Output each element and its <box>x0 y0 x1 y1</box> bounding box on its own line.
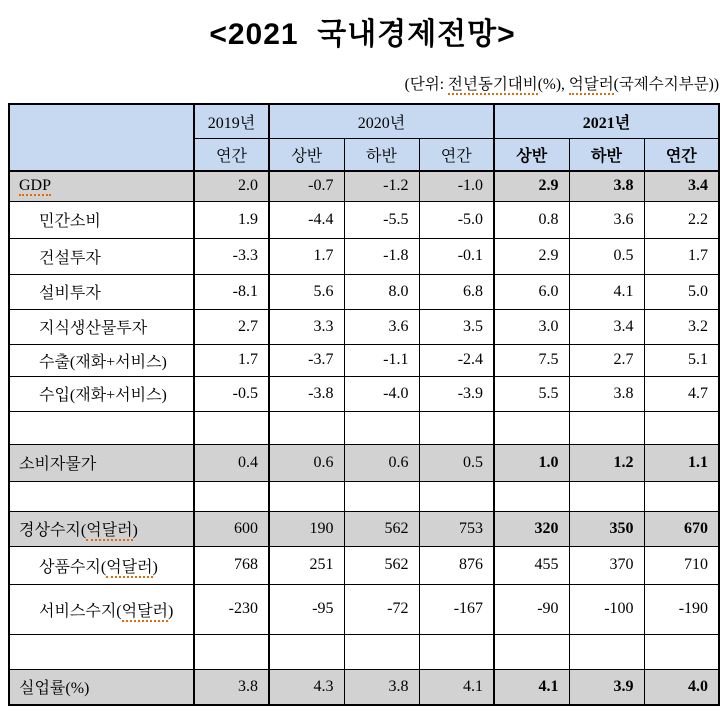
value-cell: -5.0 <box>419 201 494 238</box>
header-period-cell: 하반 <box>344 138 419 171</box>
value-cell: -3.8 <box>269 376 344 411</box>
value-cell: 3.4 <box>569 309 644 344</box>
value-cell: 3.0 <box>494 309 569 344</box>
value-cell: -4.0 <box>344 376 419 411</box>
spacer-cell <box>569 411 644 444</box>
value-cell: 0.5 <box>569 238 644 274</box>
forecast-table-container <box>8 103 720 706</box>
text-segment: ) <box>132 522 138 539</box>
text-segment: 서비스수지( <box>39 602 122 620</box>
value-cell: 562 <box>344 511 419 546</box>
value-cell: 370 <box>569 546 644 584</box>
value-cell: 5.5 <box>494 376 569 411</box>
value-cell: -90 <box>494 584 569 634</box>
value-cell: 2.0 <box>194 171 269 201</box>
value-cell: -2.4 <box>419 344 494 376</box>
value-cell: 1.7 <box>644 238 719 274</box>
economic-forecast-table <box>8 103 720 706</box>
spacer-cell <box>344 411 419 444</box>
spacer-cell <box>494 411 569 444</box>
spacer-label-cell <box>9 481 194 511</box>
header-period-cell: 상반 <box>494 138 569 171</box>
spacer-cell <box>644 634 719 669</box>
text-segment: ) <box>167 602 174 620</box>
value-cell: 768 <box>194 546 269 584</box>
table-row-imports-goods-services <box>9 376 719 411</box>
spacer-cell <box>419 411 494 444</box>
spellcheck-underlined-text: 억달러 <box>568 76 614 93</box>
value-cell: -4.4 <box>269 201 344 238</box>
value-cell: 1.7 <box>269 238 344 274</box>
page-title: <2021 국내경제전망> <box>209 18 516 51</box>
row-label <box>9 238 194 274</box>
value-cell: 5.0 <box>644 274 719 309</box>
value-cell: 600 <box>194 511 269 546</box>
row-label <box>9 584 194 634</box>
spacer-cell <box>344 634 419 669</box>
value-cell: 251 <box>269 546 344 584</box>
value-cell: -5.5 <box>344 201 419 238</box>
text-segment: 설비투자 <box>39 285 101 302</box>
value-cell: -8.1 <box>194 274 269 309</box>
header-period-cell: 상반 <box>269 138 344 171</box>
value-cell: -72 <box>344 584 419 634</box>
spacer-cell <box>269 634 344 669</box>
value-cell: -167 <box>419 584 494 634</box>
spellcheck-underlined-text: 억달러 <box>86 522 133 539</box>
value-cell: 3.8 <box>344 669 419 705</box>
value-cell: 2.2 <box>644 201 719 238</box>
text-segment: 실업률(%) <box>19 680 90 698</box>
table-row-unemployment-rate <box>9 669 719 705</box>
value-cell: 6.8 <box>419 274 494 309</box>
value-cell: 4.7 <box>644 376 719 411</box>
value-cell: -0.5 <box>194 376 269 411</box>
table-row-gdp <box>9 171 719 201</box>
text-segment: 수입(재화+서비스) <box>39 387 167 404</box>
text-segment: 민간소비 <box>39 213 101 230</box>
value-cell: 7.5 <box>494 344 569 376</box>
spacer-cell <box>194 634 269 669</box>
row-label <box>9 344 194 376</box>
value-cell: 1.2 <box>569 444 644 481</box>
header-year-2021: 2021년 <box>494 104 719 138</box>
row-label <box>9 309 194 344</box>
spacer-cell <box>419 481 494 511</box>
spellcheck-underlined-text: 억달러 <box>106 558 153 576</box>
spacer-cell <box>569 634 644 669</box>
header-corner-cell <box>9 104 194 171</box>
value-cell: -230 <box>194 584 269 634</box>
value-cell: 190 <box>269 511 344 546</box>
value-cell: 2.9 <box>494 238 569 274</box>
table-row-spacer-2 <box>9 481 719 511</box>
value-cell: 3.8 <box>569 376 644 411</box>
table-row-construction-investment <box>9 238 719 274</box>
spacer-cell <box>569 481 644 511</box>
table-row-facilities-investment <box>9 274 719 309</box>
row-label <box>9 376 194 411</box>
table-row-goods-balance <box>9 546 719 584</box>
text-segment: (단위: <box>404 76 448 93</box>
row-label <box>9 444 194 481</box>
value-cell: -1.8 <box>344 238 419 274</box>
value-cell: 350 <box>569 511 644 546</box>
value-cell: 4.0 <box>644 669 719 705</box>
value-cell: -1.0 <box>419 171 494 201</box>
value-cell: 3.8 <box>194 669 269 705</box>
text-segment: 건설투자 <box>39 249 101 267</box>
value-cell: -0.7 <box>269 171 344 201</box>
table-header <box>9 104 719 171</box>
unit-note <box>405 72 719 94</box>
row-label <box>9 201 194 238</box>
text-segment: 소비자물가 <box>19 456 97 473</box>
value-cell: -0.1 <box>419 238 494 274</box>
spellcheck-underlined-text: 전년동기대비 <box>447 76 538 93</box>
header-period-cell: 하반 <box>569 138 644 171</box>
value-cell: 5.6 <box>269 274 344 309</box>
value-cell: 0.6 <box>269 444 344 481</box>
value-cell: 0.4 <box>194 444 269 481</box>
spacer-cell <box>269 481 344 511</box>
header-year-row <box>9 104 719 138</box>
header-year-2019: 2019년 <box>194 104 269 138</box>
table-row-spacer-3 <box>9 634 719 669</box>
header-period-cell: 연간 <box>644 138 719 171</box>
text-segment: 경상수지( <box>19 522 87 539</box>
spellcheck-underlined-text: 억달러 <box>121 602 168 620</box>
value-cell: 3.8 <box>569 171 644 201</box>
row-label <box>9 669 194 705</box>
header-period-cell: 연간 <box>194 138 269 171</box>
text-segment: 상품수지( <box>39 558 107 576</box>
row-label <box>9 274 194 309</box>
spacer-cell <box>644 411 719 444</box>
table-row-exports-goods-services <box>9 344 719 376</box>
value-cell: 1.1 <box>644 444 719 481</box>
value-cell: 4.3 <box>269 669 344 705</box>
header-period-cell: 연간 <box>419 138 494 171</box>
value-cell: -100 <box>569 584 644 634</box>
header-year-2020: 2020년 <box>269 104 494 138</box>
text-segment: (국제수지부문)) <box>613 76 719 93</box>
value-cell: -3.9 <box>419 376 494 411</box>
value-cell: 562 <box>344 546 419 584</box>
value-cell: 6.0 <box>494 274 569 309</box>
row-label <box>9 546 194 584</box>
table-row-services-balance <box>9 584 719 634</box>
row-label <box>9 511 194 546</box>
spellcheck-underlined-text: GDP <box>19 177 52 195</box>
table-row-spacer-1 <box>9 411 719 444</box>
value-cell: 710 <box>644 546 719 584</box>
value-cell: 2.7 <box>194 309 269 344</box>
value-cell: 753 <box>419 511 494 546</box>
spacer-label-cell <box>9 411 194 444</box>
value-cell: -3.3 <box>194 238 269 274</box>
table-row-private-consumption <box>9 201 719 238</box>
value-cell: -1.1 <box>344 344 419 376</box>
text-segment: ) <box>152 558 158 576</box>
value-cell: 3.5 <box>419 309 494 344</box>
spacer-cell <box>194 481 269 511</box>
value-cell: 455 <box>494 546 569 584</box>
spacer-cell <box>644 481 719 511</box>
spacer-cell <box>194 411 269 444</box>
value-cell: 0.6 <box>344 444 419 481</box>
row-label <box>9 171 194 201</box>
value-cell: -1.2 <box>344 171 419 201</box>
value-cell: 3.3 <box>269 309 344 344</box>
value-cell: 2.7 <box>569 344 644 376</box>
value-cell: 0.5 <box>419 444 494 481</box>
value-cell: 3.4 <box>644 171 719 201</box>
table-row-consumer-prices <box>9 444 719 481</box>
value-cell: 3.6 <box>569 201 644 238</box>
value-cell: 1.7 <box>194 344 269 376</box>
value-cell: 876 <box>419 546 494 584</box>
value-cell: 3.9 <box>569 669 644 705</box>
spacer-cell <box>419 634 494 669</box>
value-cell: 1.9 <box>194 201 269 238</box>
spacer-cell <box>494 481 569 511</box>
spacer-label-cell <box>9 634 194 669</box>
value-cell: 3.6 <box>344 309 419 344</box>
text-segment: (%), <box>537 76 569 93</box>
value-cell: -3.7 <box>269 344 344 376</box>
text-segment: 지식생산물투자 <box>39 320 148 337</box>
value-cell: -95 <box>269 584 344 634</box>
value-cell: 8.0 <box>344 274 419 309</box>
table-row-intellectual-property-investment <box>9 309 719 344</box>
value-cell: 4.1 <box>419 669 494 705</box>
value-cell: 320 <box>494 511 569 546</box>
text-segment: 수출(재화+서비스) <box>39 353 167 371</box>
table-row-current-account <box>9 511 719 546</box>
value-cell: 1.0 <box>494 444 569 481</box>
value-cell: 0.8 <box>494 201 569 238</box>
value-cell: 2.9 <box>494 171 569 201</box>
value-cell: -190 <box>644 584 719 634</box>
value-cell: 3.2 <box>644 309 719 344</box>
value-cell: 670 <box>644 511 719 546</box>
value-cell: 4.1 <box>569 274 644 309</box>
table-body <box>9 171 719 705</box>
spacer-cell <box>494 634 569 669</box>
spacer-cell <box>344 481 419 511</box>
spacer-cell <box>269 411 344 444</box>
value-cell: 5.1 <box>644 344 719 376</box>
value-cell: 4.1 <box>494 669 569 705</box>
